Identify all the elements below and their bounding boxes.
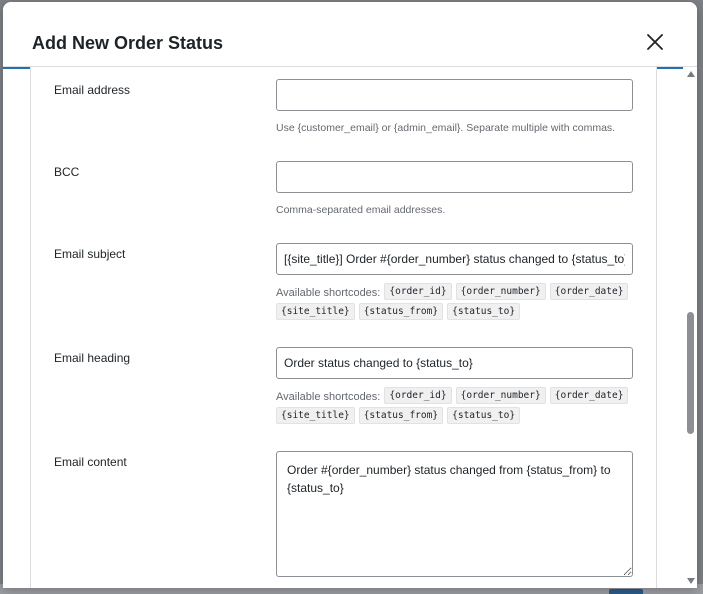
panel-border-right bbox=[656, 67, 657, 588]
email-subject-label: Email subject bbox=[54, 247, 126, 261]
shortcode-chip: {site_title} bbox=[276, 407, 355, 424]
email-subject-input[interactable] bbox=[276, 243, 633, 275]
scroll-up-arrow-icon[interactable] bbox=[687, 71, 695, 77]
shortcode-chip: {order_date} bbox=[550, 283, 629, 300]
shortcode-chip: {order_number} bbox=[456, 387, 546, 404]
close-icon bbox=[643, 30, 667, 54]
add-order-status-modal bbox=[3, 2, 697, 588]
email-heading-input[interactable] bbox=[276, 347, 633, 379]
email-content-label: Email content bbox=[54, 455, 127, 469]
shortcode-chip: {status_to} bbox=[447, 303, 520, 320]
email-content-textarea[interactable] bbox=[276, 451, 633, 577]
shortcode-chip: {status_from} bbox=[359, 303, 443, 320]
shortcode-chip: {order_number} bbox=[456, 283, 546, 300]
email-address-label: Email address bbox=[54, 83, 131, 97]
email-heading-shortcodes bbox=[276, 387, 646, 427]
shortcode-chip: {order_date} bbox=[550, 387, 629, 404]
email-address-help: Use {customer_email} or {admin_email}. Separate multiple with commas. bbox=[276, 122, 616, 134]
scroll-down-arrow-icon[interactable] bbox=[687, 578, 695, 584]
email-address-input[interactable] bbox=[276, 79, 633, 111]
bcc-input[interactable] bbox=[276, 161, 633, 193]
modal-title: Add New Order Status bbox=[32, 33, 224, 53]
modal-body bbox=[3, 67, 697, 588]
email-subject-shortcodes bbox=[276, 283, 646, 323]
shortcode-chip: {site_title} bbox=[276, 303, 355, 320]
modal-header bbox=[3, 2, 697, 67]
background-button bbox=[609, 589, 643, 594]
shortcodes-label: Available shortcodes: bbox=[276, 391, 381, 403]
bcc-label: BCC bbox=[54, 165, 80, 179]
shortcode-chip: {order_id} bbox=[384, 283, 451, 300]
close-button[interactable] bbox=[643, 30, 667, 54]
panel-accent-right bbox=[656, 67, 683, 69]
shortcode-chip: {status_from} bbox=[359, 407, 443, 424]
panel-border-left bbox=[30, 67, 31, 588]
scrollbar-thumb[interactable] bbox=[687, 312, 694, 434]
shortcode-chip: {status_to} bbox=[447, 407, 520, 424]
bcc-help: Comma-separated email addresses. bbox=[276, 204, 446, 216]
shortcode-chip: {order_id} bbox=[384, 387, 451, 404]
modal-scrollbar[interactable] bbox=[684, 67, 697, 588]
email-heading-label: Email heading bbox=[54, 351, 131, 365]
shortcodes-label: Available shortcodes: bbox=[276, 287, 381, 299]
panel-accent-left bbox=[3, 67, 30, 69]
